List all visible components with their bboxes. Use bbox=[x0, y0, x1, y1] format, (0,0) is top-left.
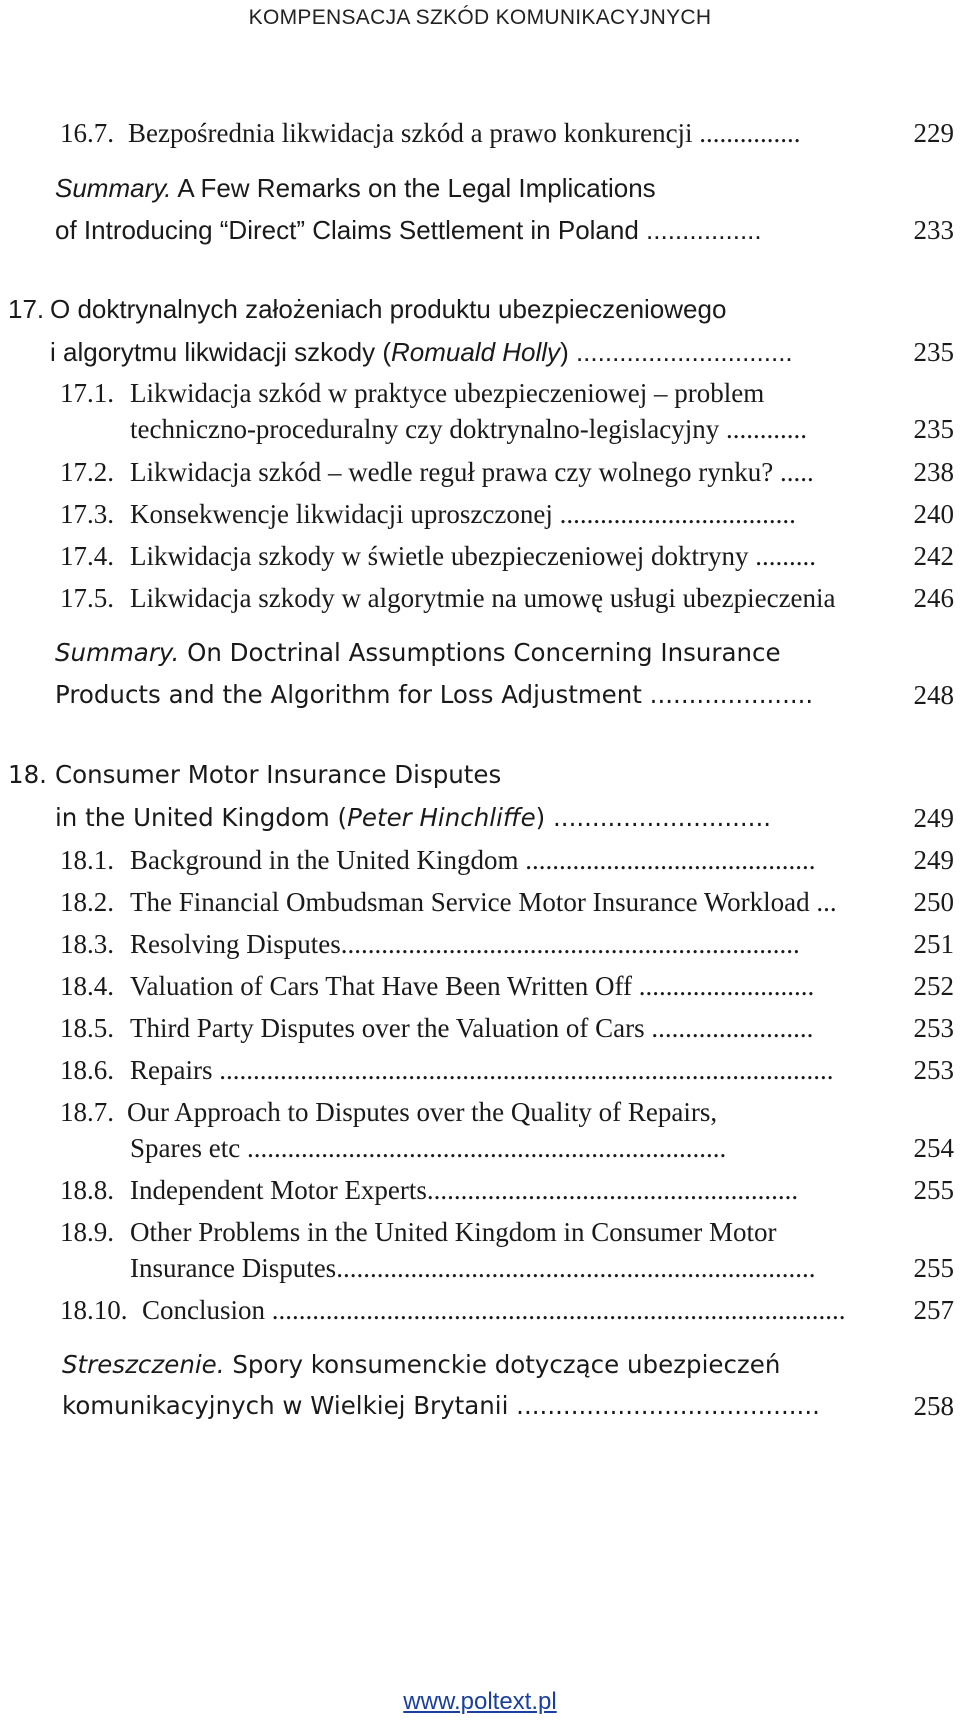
toc-page: 249 bbox=[913, 845, 954, 875]
toc-title: O doktrynalnych założeniach produktu ubezpieczeniowego bbox=[50, 294, 727, 324]
toc-page: 251 bbox=[913, 929, 954, 959]
toc-entry-17-4[interactable] bbox=[0, 541, 960, 581]
toc-number: 18.2. bbox=[60, 887, 114, 917]
toc-number: 18. bbox=[8, 760, 47, 789]
toc-title: Spares etc ....................................................................... bbox=[130, 1133, 727, 1163]
toc-entry-18-1[interactable] bbox=[0, 845, 960, 885]
summary-text: On Doctrinal Assumptions Concerning Insurance bbox=[179, 638, 781, 667]
toc-title: Products and the Algorithm for Loss Adjustment ..................... bbox=[55, 680, 814, 709]
toc-title: Valuation of Cars That Have Been Written Off .......................... bbox=[130, 971, 815, 1001]
toc-title: Repairs ........................................................................................... bbox=[130, 1055, 834, 1085]
toc-number: 17.1. bbox=[60, 378, 114, 408]
summary-text: A Few Remarks on the Legal Implications bbox=[171, 173, 656, 203]
toc-entry-17-1-cont[interactable] bbox=[0, 414, 960, 454]
toc-title: komunikacyjnych w Wielkiej Brytanii ....................................... bbox=[62, 1391, 820, 1420]
toc-entry-streszczenie-cont[interactable] bbox=[0, 1391, 960, 1431]
toc-page: 235 bbox=[913, 337, 954, 367]
toc-number: 18.1. bbox=[60, 845, 114, 875]
toc-page: 235 bbox=[913, 414, 954, 444]
toc-page: 229 bbox=[913, 118, 954, 148]
toc-title: Other Problems in the United Kingdom in Consumer Motor bbox=[130, 1217, 777, 1247]
toc-title: Our Approach to Disputes over the Quality of Repairs, bbox=[127, 1097, 718, 1127]
toc-entry-17-5[interactable] bbox=[0, 583, 960, 623]
toc-page: 257 bbox=[913, 1295, 954, 1325]
toc-page: 253 bbox=[913, 1055, 954, 1085]
toc-entry-streszczenie[interactable] bbox=[0, 1350, 960, 1390]
toc-title: Third Party Disputes over the Valuation of Cars ........................ bbox=[130, 1013, 814, 1043]
toc-page: 233 bbox=[913, 215, 954, 245]
toc-number: 17.4. bbox=[60, 541, 114, 571]
toc-entry-summary-16-cont[interactable] bbox=[0, 215, 960, 255]
toc-number: 17.2. bbox=[60, 457, 114, 487]
toc-page: 254 bbox=[913, 1133, 954, 1163]
toc-title: Bezpośrednia likwidacja szkód a prawo konkurencji ............... bbox=[128, 118, 801, 148]
toc-number: 18.6. bbox=[60, 1055, 114, 1085]
toc-title: The Financial Ombudsman Service Motor Insurance Workload ... bbox=[130, 887, 837, 917]
toc-entry-18-9-cont[interactable] bbox=[0, 1253, 960, 1293]
toc-title: Consumer Motor Insurance Disputes bbox=[55, 760, 502, 789]
toc-entry-18-10[interactable] bbox=[0, 1295, 960, 1335]
toc-title-post: ) .............................. bbox=[560, 337, 793, 367]
toc-entry-18-7-cont[interactable] bbox=[0, 1133, 960, 1173]
toc-number: 18.5. bbox=[60, 1013, 114, 1043]
toc-entry-summary-17-cont[interactable] bbox=[0, 680, 960, 720]
toc-title bbox=[55, 638, 781, 667]
toc-page: 255 bbox=[913, 1253, 954, 1283]
publisher-link[interactable]: www.poltext.pl bbox=[403, 1688, 557, 1715]
toc-page: 240 bbox=[913, 499, 954, 529]
toc-number: 17. bbox=[8, 294, 45, 324]
toc-title: Background in the United Kingdom ........................................... bbox=[130, 845, 816, 875]
toc-title: techniczno-proceduralny czy doktrynalno-legislacyjny ............ bbox=[130, 414, 808, 444]
toc-page: 252 bbox=[913, 971, 954, 1001]
toc-number: 18.10. bbox=[60, 1295, 128, 1325]
toc-title: Likwidacja szkody w algorytmie na umowę usługi ubezpieczenia bbox=[130, 583, 836, 613]
summary-lead: Summary. bbox=[55, 173, 172, 203]
toc-page: 238 bbox=[913, 457, 954, 487]
footer bbox=[0, 1688, 960, 1716]
toc-entry-16-7[interactable] bbox=[0, 118, 960, 158]
toc-chapter-17-cont[interactable] bbox=[0, 337, 960, 377]
toc-number: 18.4. bbox=[60, 971, 114, 1001]
toc-page: 249 bbox=[913, 803, 954, 833]
toc-title: Resolving Disputes.................................................................... bbox=[130, 929, 800, 959]
toc-title bbox=[50, 337, 793, 368]
toc-number: 16.7. bbox=[60, 118, 114, 148]
toc-title: of Introducing “Direct” Claims Settlement in Poland ................ bbox=[55, 215, 762, 245]
toc-entry-17-1[interactable] bbox=[0, 378, 960, 418]
toc-entry-18-9[interactable] bbox=[0, 1217, 960, 1257]
toc-title bbox=[62, 1350, 780, 1379]
toc-entry-18-8[interactable] bbox=[0, 1175, 960, 1215]
toc-title bbox=[55, 173, 656, 204]
toc-chapter-18-cont[interactable] bbox=[0, 803, 960, 843]
toc-entry-18-7[interactable] bbox=[0, 1097, 960, 1137]
toc-title: Conclusion ..................................................................................... bbox=[142, 1295, 846, 1325]
toc-page: 242 bbox=[913, 541, 954, 571]
toc-title-pre: in the United Kingdom ( bbox=[55, 803, 348, 832]
toc-title: Likwidacja szkód – wedle reguł prawa czy wolnego rynku? ..... bbox=[130, 457, 814, 487]
toc-entry-18-3[interactable] bbox=[0, 929, 960, 969]
toc-page: 255 bbox=[913, 1175, 954, 1205]
toc-number: 18.9. bbox=[60, 1217, 114, 1247]
toc-title: Insurance Disputes....................................................................... bbox=[130, 1253, 816, 1283]
toc-number: 18.7. bbox=[60, 1097, 114, 1127]
toc-author: Romuald Holly bbox=[390, 337, 561, 367]
summary-lead: Streszczenie. bbox=[62, 1350, 225, 1379]
toc-entry-17-3[interactable] bbox=[0, 499, 960, 539]
toc-author: Peter Hinchliffe bbox=[347, 803, 536, 832]
toc-title: Likwidacja szkody w świetle ubezpieczeniowej doktryny ......... bbox=[130, 541, 817, 571]
toc-page: 246 bbox=[913, 583, 954, 613]
toc-title: Konsekwencje likwidacji uproszczonej ................................... bbox=[130, 499, 796, 529]
toc-title-post: ) ............................ bbox=[535, 803, 772, 832]
toc-title bbox=[55, 803, 771, 832]
toc-entry-summary-17[interactable] bbox=[0, 638, 960, 678]
toc-number: 18.3. bbox=[60, 929, 114, 959]
toc-title: Likwidacja szkód w praktyce ubezpieczeniowej – problem bbox=[130, 378, 765, 408]
toc-number: 18.8. bbox=[60, 1175, 114, 1205]
toc-entry-summary-16[interactable] bbox=[0, 173, 960, 213]
toc-title-pre: i algorytmu likwidacji szkody ( bbox=[50, 337, 391, 367]
toc-entry-18-6[interactable] bbox=[0, 1055, 960, 1095]
toc-page: 253 bbox=[913, 1013, 954, 1043]
toc-entry-17-2[interactable] bbox=[0, 457, 960, 497]
toc-page: 248 bbox=[913, 680, 954, 710]
toc-number: 17.3. bbox=[60, 499, 114, 529]
toc-chapter-17[interactable] bbox=[0, 294, 960, 334]
summary-text: Spory konsumenckie dotyczące ubezpieczeń bbox=[224, 1350, 781, 1379]
summary-lead: Summary. bbox=[55, 638, 180, 667]
toc-title: Independent Motor Experts....................................................... bbox=[130, 1175, 799, 1205]
toc-entry-18-4[interactable] bbox=[0, 971, 960, 1011]
toc-page: 250 bbox=[913, 887, 954, 917]
toc-entry-18-5[interactable] bbox=[0, 1013, 960, 1053]
toc-page: 258 bbox=[913, 1391, 954, 1421]
toc-chapter-18[interactable] bbox=[0, 760, 960, 800]
toc-entry-18-2[interactable] bbox=[0, 887, 960, 927]
running-header: KOMPENSACJA SZKÓD KOMUNIKACYJNYCH bbox=[248, 6, 712, 29]
toc-number: 17.5. bbox=[60, 583, 114, 613]
